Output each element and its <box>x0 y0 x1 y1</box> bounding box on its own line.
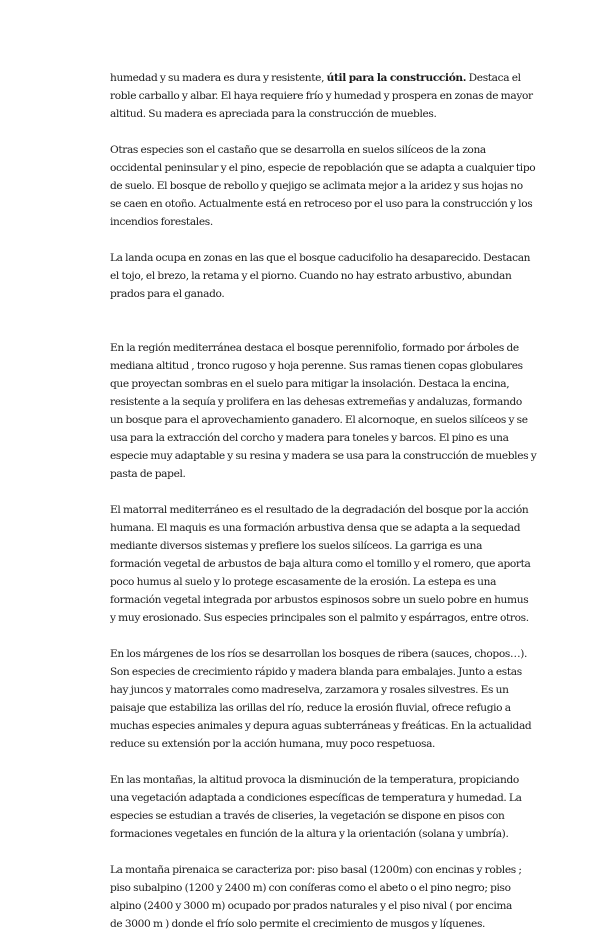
paragraph-mediterranea <box>110 339 537 483</box>
text-line: un bosque para el aprovechamiento ganadero. El alcornoque, en suelos silíceos y se <box>110 414 528 426</box>
text-line: usa para la extracción del corcho y madera para toneles y barcos. El pino es una <box>110 432 509 444</box>
text-line: prados para el ganado. <box>110 288 225 300</box>
document-body <box>110 69 537 951</box>
text-line: incendios forestales. <box>110 216 213 228</box>
text-line: y muy erosionado. Sus especies principales son el palmito y espárragos, entre otros. <box>110 612 529 624</box>
text-line: El matorral mediterráneo es el resultado de la degradación del bosque por la acción <box>110 504 529 516</box>
text-line: formación vegetal integrada por arbustos espinosos sobre un suelo pobre en humus <box>110 594 529 606</box>
text-line: En las montañas, la altitud provoca la disminución de la temperatura, propiciando <box>110 774 519 786</box>
text-line: muchas especies animales y depura aguas subterráneas y freáticas. En la actualidad <box>110 720 532 732</box>
paragraph-montanas <box>110 771 524 843</box>
text-line: de 3000 m ) donde el frío solo permite el crecimiento de musgos y líquenes. <box>110 918 486 930</box>
text-line: Son especies de crecimiento rápido y madera blanda para embalajes. Junto a estas <box>110 666 522 678</box>
text-line: humedad y su madera es dura y resistente, útil para la construcción. Destaca el <box>110 72 521 84</box>
text-line: se caen en otoño. Actualmente está en retroceso por el uso para la construcción y los <box>110 198 533 210</box>
bold-phrase: útil para la construcción. <box>326 72 467 84</box>
text-line: formaciones vegetales en función de la altura y la orientación (solana y umbría). <box>110 828 509 840</box>
text-line: mediana altitud , tronco rugoso y hoja perenne. Sus ramas tienen copas globulares <box>110 360 523 372</box>
text-line: formación vegetal de arbustos de baja altura como el tomillo y el romero, que aporta <box>110 558 531 570</box>
text-line: roble carballo y albar. El haya requiere frío y humedad y prospera en zonas de mayor <box>110 90 533 102</box>
text-line: mediante diversos sistemas y prefiere los suelos silíceos. La garriga es una <box>110 540 483 552</box>
paragraph-pirenaica <box>110 861 524 933</box>
paragraph-castano <box>110 141 536 231</box>
text-line: alpino (2400 y 3000 m) ocupado por prados naturales y el piso nival ( por encima <box>110 900 513 912</box>
text-line: pasta de papel. <box>110 468 186 480</box>
text-line: En la región mediterránea destaca el bosque perennifolio, formado por árboles de <box>110 342 519 354</box>
text-line: occidental peninsular y el pino, especie de repoblación que se adapta a cualquier tipo <box>110 162 536 174</box>
text-line: resistente a la sequía y prolifera en las dehesas extremeñas y andaluzas, formando <box>110 396 522 408</box>
text-line: una vegetación adaptada a condiciones específicas de temperatura y humedad. La <box>110 792 522 804</box>
text-line: poco humus al suelo y lo protege escasamente de la erosión. La estepa es una <box>110 576 497 588</box>
paragraph-ribera <box>110 645 532 753</box>
text-line: altitud. Su madera es apreciada para la construcción de muebles. <box>110 108 437 120</box>
text-line: el tojo, el brezo, la retama y el piorno. Cuando no hay estrato arbustivo, abundan <box>110 270 512 282</box>
text-line: especies se estudian a través de cliseries, la vegetación se dispone en pisos con <box>110 810 505 822</box>
text-line: La landa ocupa en zonas en las que el bosque caducifolio ha desaparecido. Destacan <box>110 252 531 264</box>
text-line: que proyectan sombras en el suelo para mitigar la insolación. Destaca la encina, <box>110 378 510 390</box>
text-line: piso subalpino (1200 y 2400 m) con coníferas como el abeto o el pino negro; piso <box>110 882 511 894</box>
text-line: de suelo. El bosque de rebollo y quejigo se aclimata mejor a la aridez y sus hojas no <box>110 180 523 192</box>
text-line: Otras especies son el castaño que se desarrolla en suelos silíceos de la zona <box>110 144 486 156</box>
paragraph-haya <box>110 69 533 123</box>
paragraph-landa <box>110 249 531 303</box>
text-line: reduce su extensión por la acción humana, muy poco respetuosa. <box>110 738 436 750</box>
text-line: La montaña pirenaica se caracteriza por: piso basal (1200m) con encinas y robles ; <box>110 864 522 876</box>
text-line: hay juncos y matorrales como madreselva, zarzamora y rosales silvestres. Es un <box>110 684 509 696</box>
text-line: especie muy adaptable y su resina y madera se usa para la construcción de muebles y <box>110 450 537 462</box>
text-line: En los márgenes de los ríos se desarrollan los bosques de ribera (sauces, chopos…). <box>110 648 528 660</box>
text-line: paisaje que estabiliza las orillas del río, reduce la erosión fluvial, ofrece refugio a <box>110 702 511 714</box>
paragraph-matorral <box>110 501 531 627</box>
text-line: humana. El maquis es una formación arbustiva densa que se adapta a la sequedad <box>110 522 521 534</box>
